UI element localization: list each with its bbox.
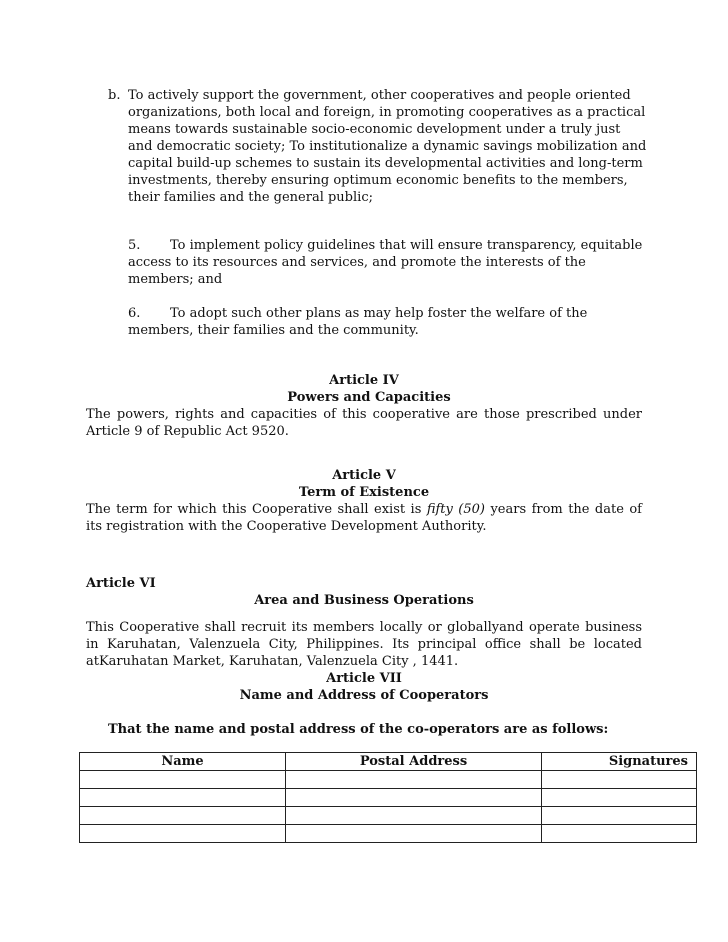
- signature-cell[interactable]: [542, 789, 697, 807]
- article-7-heading: Article VII: [326, 671, 402, 686]
- signature-cell[interactable]: [542, 807, 697, 825]
- article-5-term-emphasis: fifty (50): [426, 502, 485, 517]
- article-6-heading: Article VI: [86, 576, 156, 591]
- item-b-text: To actively support the government, other cooperatives and people oriented organizations, both local and foreign, in promoting cooperatives as a practical means towards sustainable socio-economic development under a truly just and democratic society; To institutionalize a dynamic savings mobilization and capital build-up schemes to sustain its developmental activities and long-term investments, thereby ensuring optimum economic benefits to the members, their families and the general public;: [128, 88, 647, 205]
- name-cell[interactable]: [80, 807, 286, 825]
- item-5-text: To implement policy guidelines that will ensure transparency, equitable access to its resources and services, and promote the interests of the members; and: [128, 238, 643, 287]
- signature-cell[interactable]: [542, 825, 697, 843]
- postal-address-column-header: Postal Address: [286, 753, 542, 771]
- objective-item-b: [108, 87, 648, 206]
- signatures-column-header: Signatures: [542, 753, 697, 771]
- article-5-body-start: The term for which this Cooperative shall exist is: [86, 502, 427, 517]
- article-7-title: Name and Address of Cooperators: [239, 688, 489, 703]
- article-4-title: Powers and Capacities: [287, 390, 451, 405]
- name-column-header: Name: [80, 753, 286, 771]
- item-6-text: To adopt such other plans as may help foster the welfare of the members, their families and the community.: [128, 306, 588, 338]
- item-6-number: 6.: [128, 306, 141, 321]
- name-cell[interactable]: [80, 825, 286, 843]
- address-cell[interactable]: [286, 771, 542, 789]
- objective-item-6: [128, 305, 648, 339]
- table-row: [80, 807, 697, 825]
- table-header-row: [80, 753, 697, 771]
- article-5-body-end: years from the date of its registration with the Cooperative Development Authority.: [86, 502, 642, 534]
- signature-cell[interactable]: [542, 771, 697, 789]
- table-row: [80, 789, 697, 807]
- article-6-title: Area and Business Operations: [254, 593, 474, 608]
- article-6-body: This Cooperative shall recruit its members locally or globallyand operate business in Karuhatan, Valenzuela City, Philippines. Its principal office shall be located atKaruhatan Market, Karuhatan, Valenzuela City , 1441.: [86, 620, 642, 669]
- table-row: [80, 771, 697, 789]
- address-cell[interactable]: [286, 825, 542, 843]
- article-5-heading: Article V: [332, 468, 396, 483]
- article-4-heading: Article IV: [329, 373, 399, 388]
- article-4-body: The powers, rights and capacities of this cooperative are those prescribed under Article 9 of Republic Act 9520.: [86, 407, 642, 439]
- article-7-intro: That the name and postal address of the co-operators are as follows:: [108, 722, 609, 737]
- table-row: [80, 825, 697, 843]
- address-cell[interactable]: [286, 789, 542, 807]
- objective-item-5: [128, 237, 648, 288]
- name-cell[interactable]: [80, 789, 286, 807]
- article-5-body: [86, 501, 642, 535]
- item-b-marker: b.: [108, 88, 121, 103]
- name-cell[interactable]: [80, 771, 286, 789]
- item-5-number: 5.: [128, 238, 141, 253]
- article-5-title: Term of Existence: [298, 485, 430, 500]
- address-cell[interactable]: [286, 807, 542, 825]
- cooperators-table: [79, 752, 697, 843]
